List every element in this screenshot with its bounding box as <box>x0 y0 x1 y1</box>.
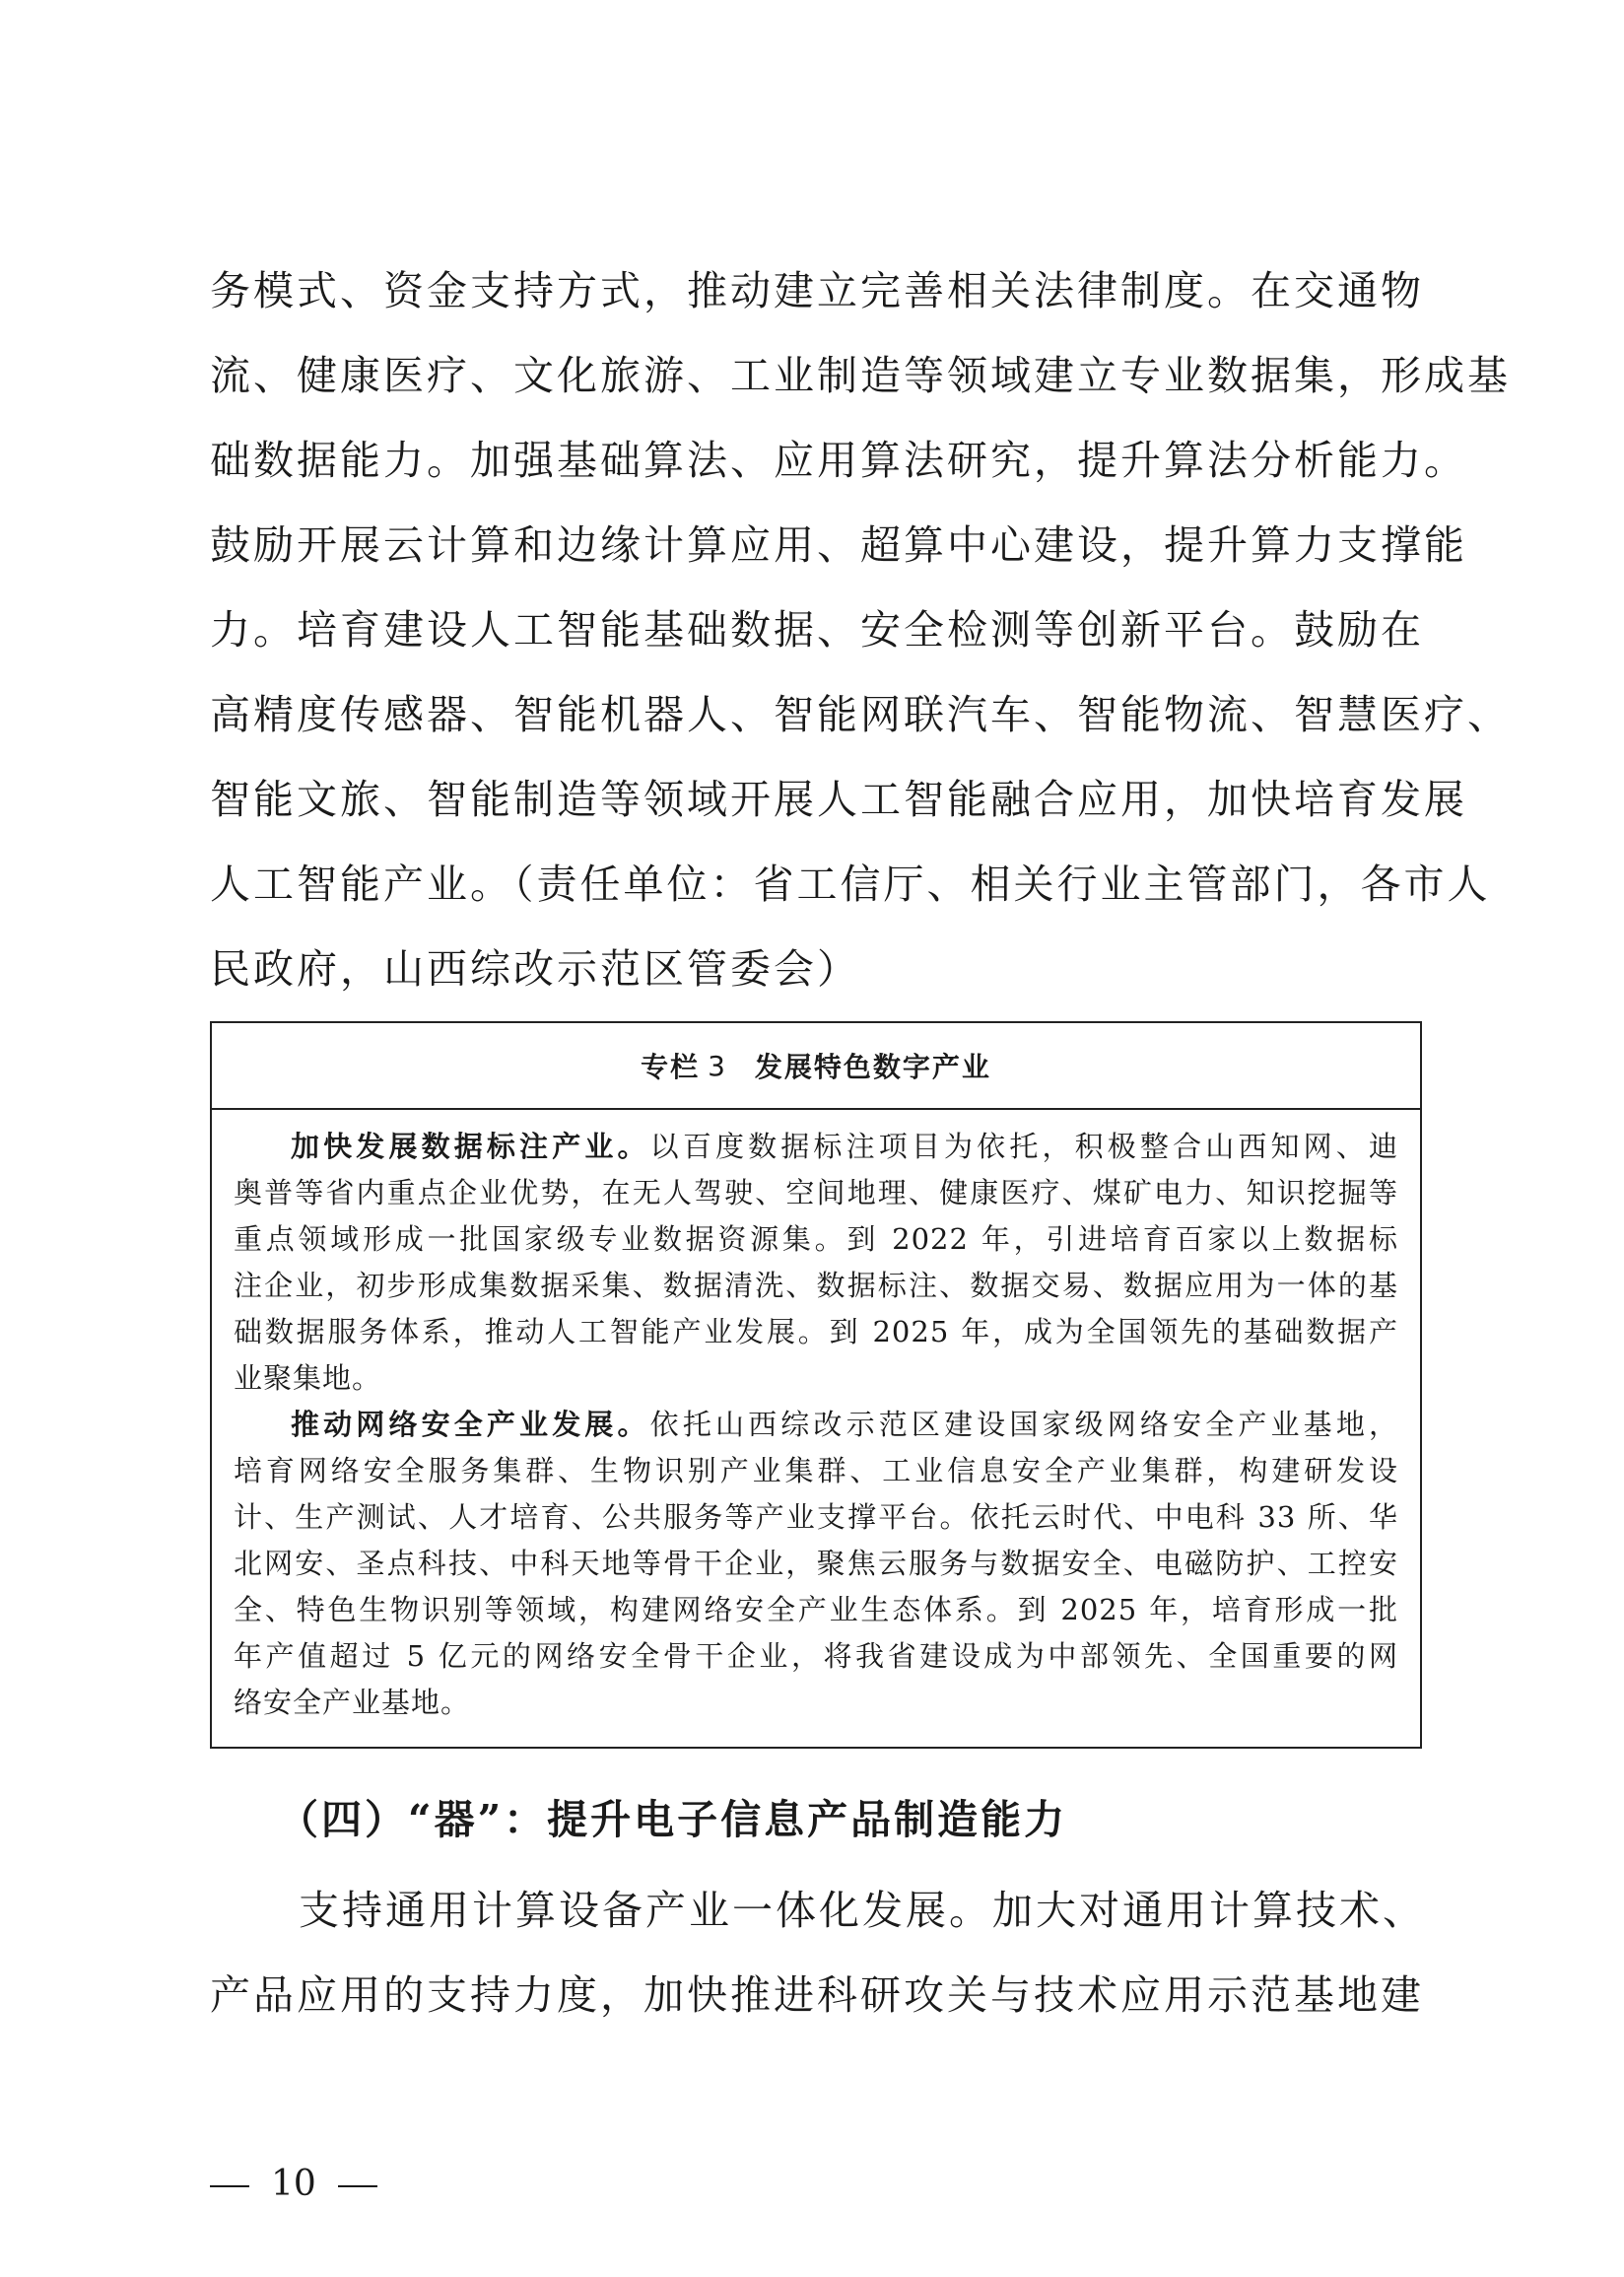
text-line: 民政府，山西综改示范区管委会） <box>210 945 860 993</box>
column-section-first-line <box>234 1402 1398 1448</box>
column-number: 3 <box>708 1049 727 1082</box>
column-header <box>212 1023 1420 1110</box>
column-text-line: 奥普等省内重点企业优势，在无人驾驶、空间地理、健康医疗、煤矿电力、知识挖掘等 <box>234 1176 1398 1209</box>
column-label: 专栏 <box>641 1051 701 1083</box>
text-line: 支持通用计算设备产业一体化发展。加大对通用计算技术、 <box>299 1887 1426 1934</box>
text-line: 高精度传感器、智能机器人、智能网联汽车、智能物流、智慧医疗、 <box>210 691 1511 738</box>
column-body <box>212 1110 1420 1726</box>
column-section-first-line <box>234 1124 1398 1170</box>
column-text-line: 业聚集地。 <box>234 1361 382 1395</box>
text-line: 人工智能产业。（责任单位：省工信厅、相关行业主管部门，各市人 <box>210 861 1491 908</box>
text-line: 力。培育建设人工智能基础数据、安全检测等创新平台。鼓励在 <box>210 606 1424 654</box>
text-line: 流、健康医疗、文化旅游、工业制造等领域建立专业数据集，形成基 <box>210 352 1511 399</box>
special-column-box <box>210 1021 1422 1749</box>
column-text-line: 础数据服务体系，推动人工智能产业发展。到 2025 年，成为全国领先的基础数据产 <box>234 1315 1398 1348</box>
body-paragraph-top <box>210 248 1511 1011</box>
section-heading: （四）“器”：提升电子信息产品制造能力 <box>278 1796 1068 1843</box>
text-line: 智能文旅、智能制造等领域开展人工智能融合应用，加快培育发展 <box>210 776 1467 823</box>
text-line: 础数据能力。加强基础算法、应用算法研究，提升算法分析能力。 <box>210 437 1467 484</box>
page-number-dash-right <box>338 2185 377 2187</box>
text-line: 产品应用的支持力度，加快推进科研攻关与技术应用示范基地建 <box>210 1971 1424 2019</box>
column-text: 依托山西综改示范区建设国家级网络安全产业基地， <box>649 1408 1398 1441</box>
column-text-line: 重点领域形成一批国家级专业数据资源集。到 2022 年，引进培育百家以上数据标 <box>234 1222 1398 1256</box>
column-text-line: 年产值超过 5 亿元的网络安全骨干企业，将我省建设成为中部领先、全国重要的网 <box>234 1639 1398 1673</box>
column-text: 以百度数据标注项目为依托，积极整合山西知网、迪 <box>649 1130 1398 1163</box>
column-section-lead: 加快发展数据标注产业。 <box>291 1130 650 1163</box>
column-text-line: 注企业，初步形成集数据采集、数据清洗、数据标注、数据交易、数据应用为一体的基 <box>234 1269 1398 1302</box>
column-text-line: 计、生产测试、人才培育、公共服务等产业支撑平台。依托云时代、中电科 33 所、华 <box>234 1500 1398 1534</box>
column-title: 发展特色数字产业 <box>754 1051 991 1083</box>
page-number <box>210 2155 377 2214</box>
column-text-line: 北网安、圣点科技、中科天地等骨干企业，聚焦云服务与数据安全、电磁防护、工控安 <box>234 1547 1398 1580</box>
text-line: 务模式、资金支持方式，推动建立完善相关法律制度。在交通物 <box>210 267 1424 314</box>
page-number-dash-left <box>210 2185 249 2187</box>
body-paragraph-bottom <box>210 1868 1424 2037</box>
column-text-line: 全、特色生物识别等领域，构建网络安全产业生态体系。到 2025 年，培育形成一批 <box>234 1593 1398 1626</box>
column-section-lead: 推动网络安全产业发展。 <box>291 1408 650 1441</box>
text-line: 鼓励开展云计算和边缘计算应用、超算中心建设，提升算力支撑能 <box>210 521 1467 569</box>
page-number-value: 10 <box>271 2164 316 2204</box>
column-text-line: 培育网络安全服务集群、生物识别产业集群、工业信息安全产业集群，构建研发设 <box>234 1454 1398 1487</box>
column-text-line: 络安全产业基地。 <box>234 1686 471 1719</box>
